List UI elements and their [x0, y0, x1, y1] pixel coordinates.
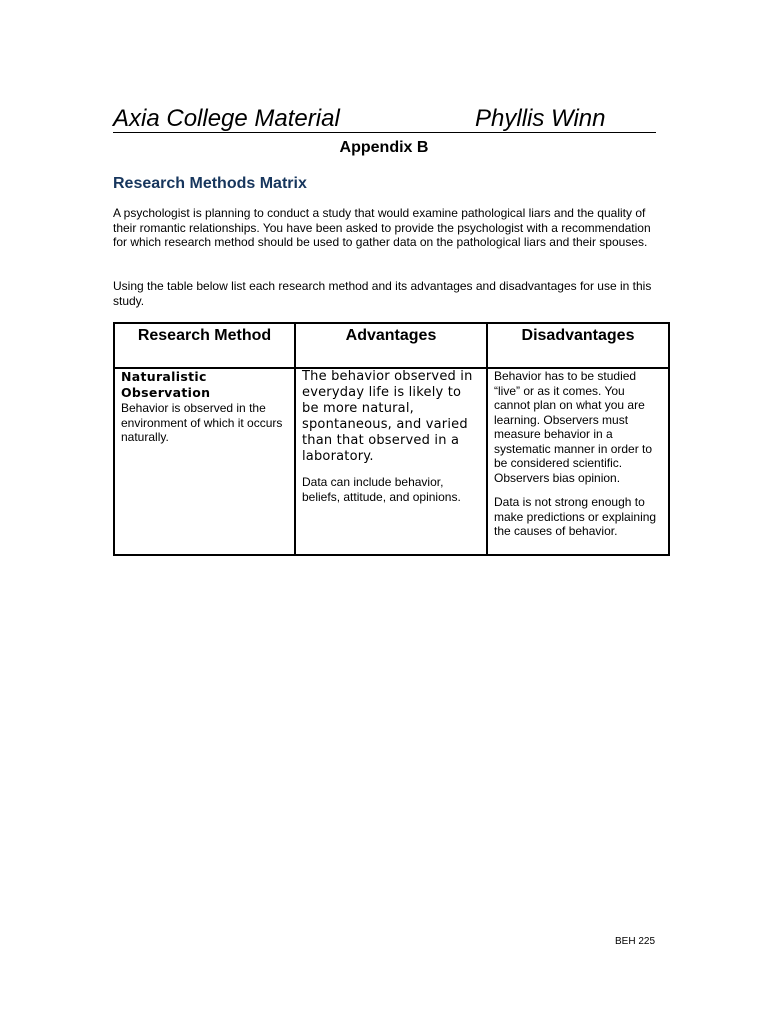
disadvantages-cell [487, 368, 669, 555]
table-row [114, 368, 669, 555]
header-author-name: Phyllis Winn [475, 105, 606, 132]
table-header-row [114, 323, 669, 368]
header-advantages: Advantages [295, 323, 487, 368]
header-divider [113, 132, 656, 133]
matrix-title: Research Methods Matrix [113, 175, 307, 192]
method-cell [114, 368, 295, 555]
disadvantage-text: Behavior has to be studied “live” or as it comes. You cannot plan on what you are learning. Observers must measure behavior in a systematic manner in order to be considered scientific. Observers bias opinion. [494, 369, 653, 485]
header-research-method: Research Method [114, 323, 295, 368]
instruction-paragraph: Using the table below list each research method and its advantages and disadvantages for use in this study. [113, 279, 652, 308]
method-description: Behavior is observed in the environment of which it occurs naturally. [121, 401, 283, 444]
method-name: Naturalistic Observation [121, 369, 211, 400]
advantage-text: Data can include behavior, beliefs, attitude, and opinions. [302, 475, 461, 504]
appendix-title: Appendix B [339, 139, 429, 156]
research-methods-table [113, 322, 670, 556]
advantage-text: The behavior observed in everyday life is likely to be more natural, spontaneous, and varied than that observed in a laboratory. [302, 369, 473, 464]
intro-paragraph: A psychologist is planning to conduct a study that would examine pathological liars and the quality of their romantic relationships. You have been asked to provide the psychologist with a recommendation for which research method should be used to gather data on the pathological liars and their spouses. [113, 206, 651, 250]
header-left-title: Axia College Material [113, 105, 340, 132]
advantages-cell [295, 368, 487, 555]
course-code-footer: BEH 225 [615, 936, 656, 947]
header-disadvantages: Disadvantages [487, 323, 669, 368]
disadvantage-text: Data is not strong enough to make predictions or explaining the causes of behavior. [494, 495, 657, 538]
